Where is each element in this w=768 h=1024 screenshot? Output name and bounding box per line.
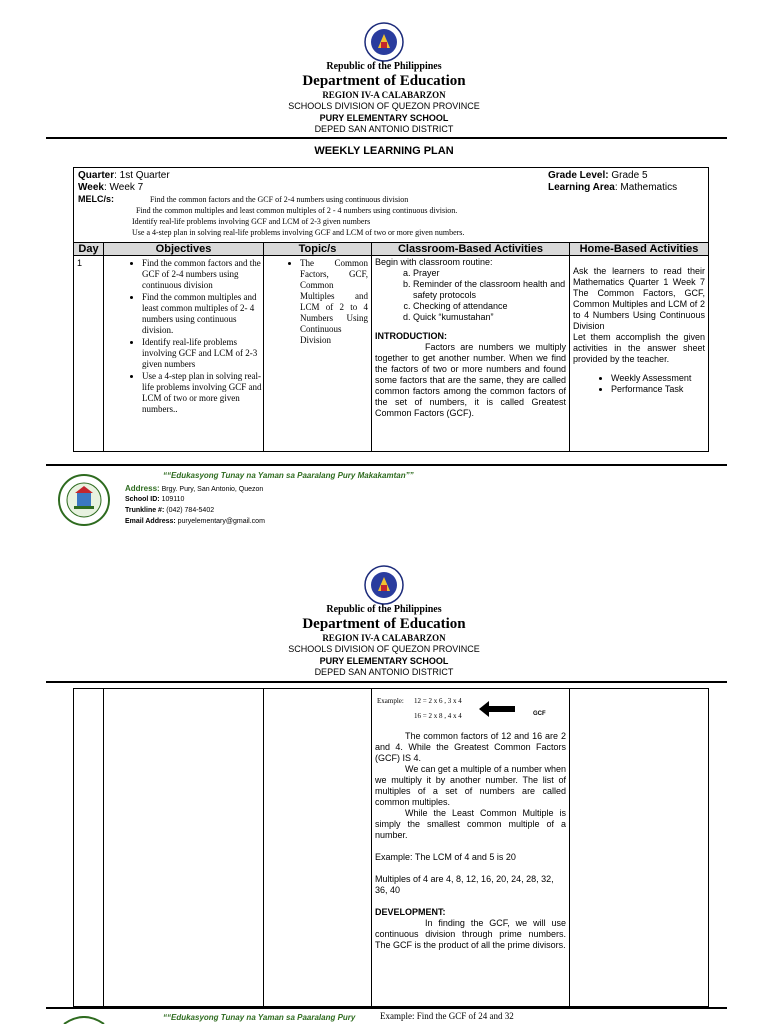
plan-title: WEEKLY LEARNING PLAN <box>314 145 454 157</box>
melc-item: Use a 4-step plan in solving real-life problems involving GCF and LCM of two or more given numbers. <box>132 228 465 237</box>
arrow-left-icon <box>479 701 515 717</box>
multiples-text: We can get a multiple of a number when we multiply it by another number. The list of multiples of a set of numbers are called common multiples. <box>375 764 566 807</box>
col-header-classroom: Classroom-Based Activities <box>372 243 570 256</box>
footer-school-id: School ID: 109110 <box>125 496 185 503</box>
objectives-cell <box>104 256 264 452</box>
footer-divider <box>46 1007 727 1009</box>
republic-line: Republic of the Philippines <box>326 61 442 72</box>
col-header-topics: Topic/s <box>264 243 372 256</box>
district-line: DEPED SAN ANTONIO DISTRICT <box>314 667 454 677</box>
week-line: Week: Week 7 <box>78 182 144 193</box>
objective-item: • Find the common multiples and least common multiples of 2- 4 numbers using continuous division. <box>142 292 263 336</box>
routine-intro: Begin with classroom routine: <box>375 257 493 267</box>
melcs-label: MELC/s: <box>78 194 114 204</box>
weekly-plan-table <box>73 167 709 452</box>
header-divider <box>46 681 727 683</box>
home-text: Let them accomplish the given activities in the answer sheet provided by the teacher. <box>573 332 705 364</box>
example-line: 12 = 2 x 6 , 3 x 4 <box>414 697 462 705</box>
school-name: PURY ELEMENTARY SCHOOL <box>319 656 449 666</box>
gcf-tag: GCF <box>533 711 546 717</box>
routine-item: b. Reminder of the classroom health and safety protocols <box>413 279 566 301</box>
bottom-example: Example: Find the GCF of 24 and 32 <box>380 1011 514 1021</box>
school-logo-icon <box>62 1016 106 1024</box>
col-header-home: Home-Based Activities <box>570 243 709 256</box>
quarter-line: Quarter: 1st Quarter <box>78 170 170 181</box>
classroom-cell <box>372 689 570 1007</box>
melc-item: Find the common multiples and least common multiples of 2 - 4 numbers using continuous division. <box>136 206 458 215</box>
topic-cell <box>264 689 372 1007</box>
grade-line: Grade Level: Grade 5 <box>548 170 648 181</box>
routine-item: d. Quick “kumustahan” <box>413 312 566 323</box>
routine-item: a. Prayer <box>413 268 566 279</box>
example-line: 16 = 2 x 8 , 4 x 4 <box>414 712 462 720</box>
classroom-cell <box>372 256 570 452</box>
home-cell <box>570 256 709 452</box>
division-line: SCHOOLS DIVISION OF QUEZON PROVINCE <box>288 101 480 111</box>
footer-address: Address: Brgy. Pury, San Antonio, Quezon <box>125 484 264 493</box>
deped-seal-icon <box>364 22 404 62</box>
footer-motto: ““Edukasyong Tunay na Yaman sa Paaralang Pury <box>163 1013 356 1022</box>
footer-trunkline: Trunkline #: (042) 784-5402 <box>125 507 215 514</box>
footer-divider <box>46 464 727 466</box>
school-name: PURY ELEMENTARY SCHOOL <box>319 113 449 123</box>
melc-item: Find the common factors and the GCF of 2-4 numbers using continuous division <box>150 195 409 204</box>
objective-item: • Use a 4-step plan in solving real-life problems involving GCF and LCM of two or more given numbers.. <box>142 371 263 415</box>
melc-item: Identify real-life problems involving GCF and LCM of 2-3 given numbers <box>132 217 371 226</box>
col-header-objectives: Objectives <box>104 243 264 256</box>
school-logo-icon <box>58 474 110 526</box>
common-factors-text: The common factors of 12 and 16 are 2 and 4. While the Greatest Common Factors (GCF) IS 4. <box>375 731 566 763</box>
area-line: Learning Area: Mathematics <box>548 182 678 193</box>
info-cell <box>74 168 709 243</box>
header-divider <box>46 137 727 139</box>
topic-item: • The Common Factors, GCF, Common Multiples and LCM of 2 to 4 Numbers Using Continuous Division <box>300 258 368 346</box>
weekly-plan-table-continued <box>73 688 709 1007</box>
footer-motto: ““Edukasyong Tunay na Yaman sa Paaralang Pury Makakamtan”” <box>163 471 414 480</box>
footer-email: Email Address: puryelementary@gmail.com <box>125 518 265 525</box>
objectives-cell <box>104 689 264 1007</box>
department-title: Department of Education <box>302 616 466 632</box>
objective-item: • Find the common factors and the GCF of 2-4 numbers using continuous division <box>142 258 263 291</box>
col-header-day: Day <box>74 243 104 256</box>
day-cell: 1 <box>74 256 104 452</box>
region-line: REGION IV-A CALABARZON <box>322 633 446 643</box>
multiples-list: Multiples of 4 are 4, 8, 12, 16, 20, 24, 28, 32, 36, 40 <box>375 874 554 895</box>
republic-line: Republic of the Philippines <box>326 604 442 615</box>
introduction-heading: INTRODUCTION: <box>375 331 447 341</box>
home-cell <box>570 689 709 1007</box>
region-line: REGION IV-A CALABARZON <box>322 90 446 100</box>
home-bullet: • Performance Task <box>611 384 705 395</box>
day-cell <box>74 689 104 1007</box>
home-text: Ask the learners to read their Mathematics Quarter 1 Week 7 The Common Factors, GCF, Common Multiples and LCM of 2 to 4 Numbers Using Continuous Division <box>573 266 705 331</box>
home-bullet: • Weekly Assessment <box>611 373 705 384</box>
development-heading: DEVELOPMENT: <box>375 907 446 917</box>
deped-seal-icon <box>364 565 404 605</box>
objective-item: • Identify real-life problems involving GCF and LCM of 2-3 given numbers <box>142 337 263 370</box>
lcm-text: While the Least Common Multiple is simply the smallest common multiple of a number. <box>375 808 566 840</box>
department-title: Department of Education <box>302 73 466 89</box>
district-line: DEPED SAN ANTONIO DISTRICT <box>314 124 454 134</box>
example-label: Example: <box>377 697 404 705</box>
lcm-example: Example: The LCM of 4 and 5 is 20 <box>375 852 516 862</box>
development-text: In finding the GCF, we will use continuous division through prime numbers. The GCF is the product of all the prime divisors. <box>375 918 566 950</box>
routine-item: c. Checking of attendance <box>413 301 566 312</box>
gcf-example-figure <box>375 689 566 731</box>
introduction-text: Factors are numbers we multiply together to get another number. When we find the factors of two or more numbers and found some factors that are the same, they are called common factors among the common factors of the set of numbers, it is called Greatest Common Factors (GCF). <box>375 342 566 418</box>
topic-cell <box>264 256 372 452</box>
division-line: SCHOOLS DIVISION OF QUEZON PROVINCE <box>288 644 480 654</box>
